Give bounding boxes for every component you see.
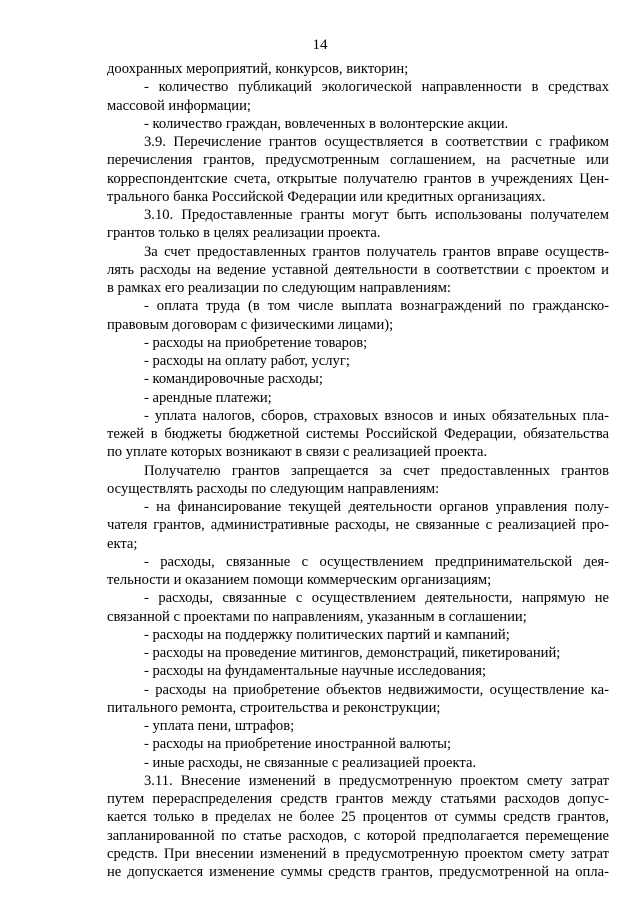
- text-line: не допускается изменение суммы средств грантов, предусмотренной на опла-: [107, 864, 609, 880]
- text-line: - иные расходы, не связанные с реализацией проекта.: [144, 754, 477, 771]
- text-line: запланированной по статье расходов, с которой предполагается перемещение: [107, 827, 609, 844]
- text-line: правовым договорам с физическими лицами);: [107, 316, 394, 333]
- page-number: 14: [312, 37, 328, 53]
- text-line: 3.11. Внесение изменений в предусмотренную проектом смету затрат: [144, 772, 609, 789]
- text-line: - расходы на приобретение товаров;: [144, 334, 368, 351]
- text-line: корреспондентские счета, открытые получателю грантов в учреждениях Цен-: [107, 170, 609, 187]
- text-line: - уплата пени, штрафов;: [144, 718, 295, 734]
- text-line: - расходы на поддержку политических партий и кампаний;: [144, 626, 510, 643]
- text-line: массовой информации;: [107, 97, 251, 114]
- text-line: - расходы на оплату работ, услуг;: [144, 353, 350, 369]
- text-line: путем перераспределения средств грантов между статьями расходов допус-: [107, 791, 609, 807]
- text-line: трального банка Российской Федерации или кредитных организациях.: [107, 188, 546, 205]
- text-line: 3.10. Предоставленные гранты могут быть использованы получателем: [144, 207, 609, 223]
- text-line: - командировочные расходы;: [144, 371, 323, 388]
- text-line: За счет предоставленных грантов получатель грантов вправе осуществ-: [144, 243, 609, 260]
- text-line: грантов только в целях реализации проекта.: [107, 225, 381, 242]
- text-line: в рамках его реализации по следующим направлениям:: [107, 280, 451, 296]
- text-line: - уплата налогов, сборов, страховых взносов и иных обязательных пла-: [144, 407, 609, 424]
- document-body: [107, 60, 609, 881]
- text-line: - количество публикаций экологической направленности в средствах: [144, 79, 609, 96]
- text-line: кается только в пределах не более 25 процентов от суммы средств грантов,: [107, 809, 609, 826]
- text-line: доохранных мероприятий, конкурсов, викторин;: [107, 61, 409, 77]
- text-line: связанной с проектами по направлениям, указанным в соглашении;: [107, 608, 527, 625]
- text-line: - количество граждан, вовлеченных в волонтерские акции.: [144, 115, 509, 132]
- text-line: - расходы, связанные с осуществлением предпринимательской дея-: [144, 553, 609, 570]
- text-line: Получателю грантов запрещается за счет предоставленных грантов: [144, 462, 609, 479]
- text-line: - оплата труда (в том числе выплата вознаграждений по гражданско-: [144, 298, 609, 315]
- text-line: по уплате которых возникают в связи с реализацией проекта.: [107, 444, 488, 461]
- text-line: - расходы на приобретение объектов недвижимости, осуществление ка-: [144, 681, 609, 698]
- text-line: средств. При внесении изменений в предусмотренную проектом смету затрат: [107, 845, 609, 862]
- text-line: 3.9. Перечисление грантов осуществляется в соответствии с графиком: [144, 134, 609, 150]
- text-line: чателя грантов, административные расходы, не связанные с реализацией про-: [107, 517, 609, 534]
- text-line: лять расходы на ведение уставной деятельности в соответствии с проектом и: [107, 261, 609, 278]
- text-line: - на финансирование текущей деятельности органов управления полу-: [144, 499, 609, 515]
- text-line: питального ремонта, строительства и реконструкции;: [107, 699, 441, 716]
- text-line: перечисления грантов, предусмотренным соглашением, на расчетные или: [107, 152, 609, 169]
- text-line: осуществлять расходы по следующим направлениям:: [107, 480, 440, 497]
- text-line: - расходы, связанные с осуществлением деятельности, напрямую не: [144, 590, 609, 607]
- text-line: екта;: [107, 535, 138, 552]
- text-line: тежей в бюджеты бюджетной системы Российской Федерации, обязательства: [107, 426, 609, 442]
- text-line: тельности и оказанием помощи коммерческим организациям;: [107, 572, 492, 588]
- text-line: - расходы на приобретение иностранной валюты;: [144, 736, 452, 753]
- text-line: - расходы на фундаментальные научные исследования;: [144, 663, 487, 680]
- text-line: - арендные платежи;: [144, 389, 272, 406]
- text-line: - расходы на проведение митингов, демонстраций, пикетирований;: [144, 645, 561, 661]
